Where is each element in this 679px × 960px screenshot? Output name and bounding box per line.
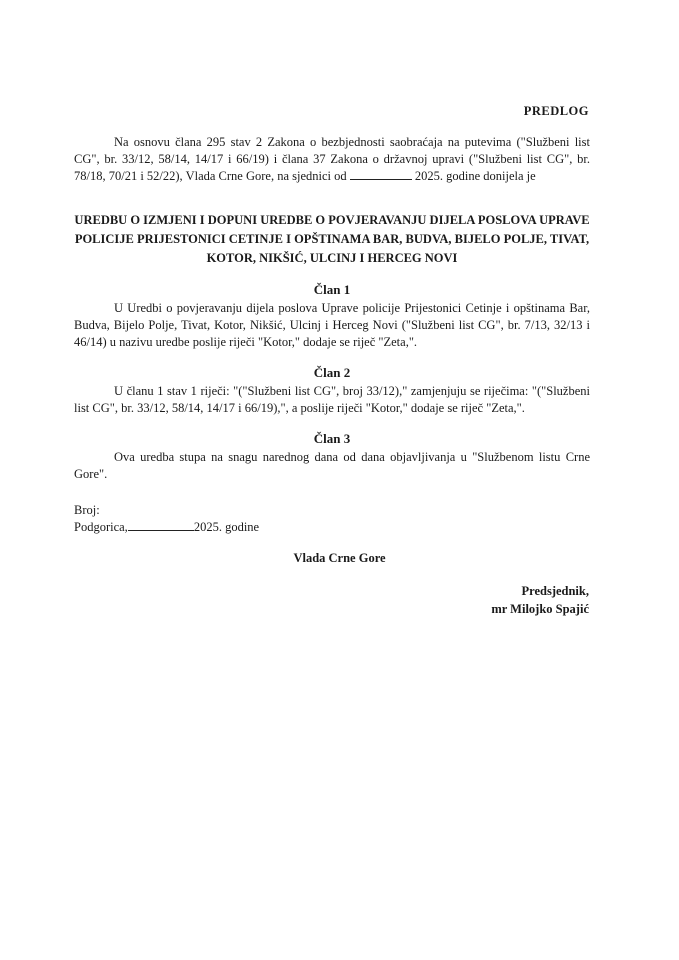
intro-text: Na osnovu člana 295 stav 2 Zakona o bezbjednosti saobraćaja na putevima ("Službeni list CG", br. 33/12, 58/14, 14/17 i 66/19) i člana 37 Zakona o državnoj upravi ("Službeni list CG", br. 78/18, 70/21 i 52/22), Vlada Crne Gore, na sjednici od [74,135,590,183]
signatory-role: Predsjednik, [521,584,589,598]
intro-paragraph [74,134,590,185]
date-suffix: 2025. godine [193,520,260,534]
article-1-text: U Uredbi o povjeravanju dijela poslova Uprave policije Prijestonici Cetinje i opštinama Bar, Budva, Bijelo Polje, Tivat, Kotor, Nikšić, Ulcinj i Herceg Novi ("Službeni list CG", br. 7/13, 32/13 i 46/14) u nazivu uredbe poslije riječi "Kotor," dodaje se riječ "Zeta,". [74,301,590,349]
article-3-text: Ova uredba stupa na snagu narednog dana od dana objavljivanja u "Službenom listu Crne Gore". [74,450,590,481]
predlog-label: PREDLOG [523,104,589,118]
government-name: Vlada Crne Gore [293,551,386,565]
article-1-heading: Član 1 [313,282,351,297]
article-2-heading: Član 2 [313,365,351,380]
decree-title: UREDBU O IZMJENI I DOPUNI UREDBE O POVJERAVANJU DIJELA POSLOVA UPRAVE POLICIJE PRIJESTONICI CETINJE I OPŠTINAMA BAR, BUDVA, BIJELO POLJE, TIVAT, KOTOR, NIKŠIĆ, ULCINJ I HERCEG NOVI [74,213,590,265]
date-blank-line [350,169,412,180]
signature-block [491,582,589,618]
intro-text-end: 2025. godine donijela je [414,169,536,183]
broj-label: Broj: [74,503,100,517]
signatory-name: mr Milojko Spajić [491,602,589,616]
article-2-text: U članu 1 stav 1 riječi: "("Službeni list CG", broj 33/12)," zamjenjuju se riječima: "("Službeni list CG", br. 33/12, 58/14, 14/17 i 66/19),", a poslije riječi "Kotor," dodaje se riječ "Zeta,". [74,384,590,415]
date-blank-line-footer [128,520,194,531]
document-number-block [74,502,259,536]
place-date-line [74,519,259,536]
place-label: Podgorica, [74,520,128,534]
article-3-heading: Član 3 [313,431,351,446]
